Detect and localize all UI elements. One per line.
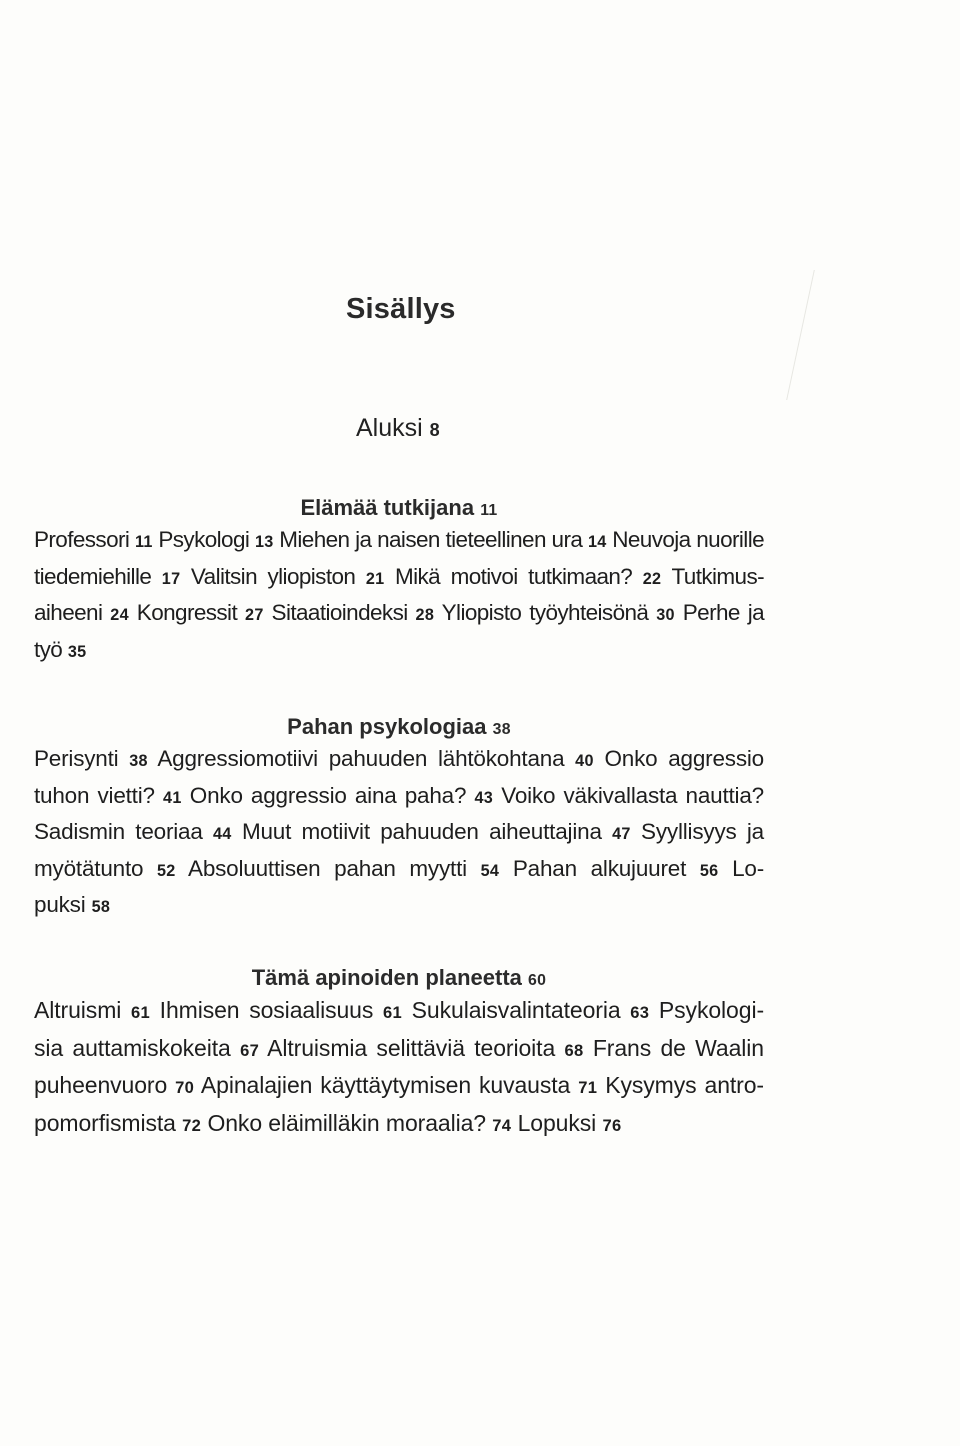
toc-line [34, 779, 764, 816]
entry-text: Lo- [718, 855, 765, 881]
toc-line [34, 852, 764, 889]
entry-text: Sukulaisvalintateoria [401, 997, 631, 1023]
page-number[interactable]: 58 [91, 898, 111, 916]
page-number[interactable]: 47 [612, 825, 631, 843]
page-number[interactable]: 54 [480, 861, 500, 880]
entry-text: Apinalajien käyttäytymisen kuvausta [194, 1072, 579, 1098]
entry-text: Sadismin teoriaa [34, 819, 213, 844]
paper-mark [786, 270, 855, 400]
page-number[interactable]: 43 [474, 788, 494, 807]
entry-text: tuhon vietti? [34, 782, 164, 808]
page-number[interactable]: 11 [134, 533, 153, 551]
page-number: 38 [492, 721, 511, 738]
toc-line [34, 560, 764, 597]
page-number: 11 [480, 502, 498, 519]
page-number[interactable]: 27 [245, 606, 264, 624]
page-number[interactable]: 13 [254, 533, 274, 551]
entry-text: Psykologi [152, 527, 255, 552]
entry-text: Mikä motivoi tutkimaan? [384, 563, 643, 589]
page-number[interactable]: 21 [365, 569, 385, 588]
entry-text: pomorfismista [34, 1109, 183, 1136]
toc-line [34, 596, 764, 633]
page-number[interactable]: 61 [382, 1003, 402, 1022]
entry-text: Yliopisto työyhteisönä [434, 600, 657, 625]
entry-text: Kysymys antro- [597, 1072, 764, 1098]
page-number[interactable]: 67 [240, 1040, 260, 1060]
page-number[interactable]: 52 [156, 861, 176, 880]
page-number[interactable]: 17 [161, 569, 181, 588]
entry-text: Lopuksi [511, 1109, 603, 1136]
page-number[interactable]: 70 [175, 1078, 195, 1097]
page-number[interactable]: 14 [587, 533, 607, 551]
entry-text: puksi [34, 892, 92, 917]
section-heading[interactable] [34, 963, 764, 993]
intro-label: Aluksi [356, 414, 423, 442]
entry-text: Miehen ja naisen tieteellinen ura [273, 527, 588, 552]
toc-line [34, 1068, 764, 1106]
page-number[interactable]: 22 [642, 569, 662, 588]
section-heading-label: Tämä apinoiden planeetta [251, 965, 522, 990]
page-number[interactable]: 28 [415, 606, 435, 624]
page-number[interactable]: 30 [656, 606, 675, 624]
entry-text: Perisynti [34, 746, 130, 771]
entry-text: Neuvoja nuorille [606, 527, 765, 552]
entry-text: Psykologi- [649, 997, 765, 1023]
page-title: Sisällys [346, 293, 456, 325]
toc-line [34, 815, 764, 852]
page-number[interactable]: 68 [564, 1040, 584, 1060]
page-number[interactable]: 40 [575, 752, 594, 770]
entry-text: puheenvuoro [34, 1072, 176, 1098]
entry-text: työ [34, 636, 68, 662]
entry-text: Onko eläimilläkin moraalia? [201, 1109, 493, 1136]
toc-line [34, 993, 764, 1031]
toc-line [34, 633, 764, 670]
toc-entry-intro[interactable] [356, 414, 440, 443]
section-body [34, 993, 764, 1143]
entry-text: Altruismia selittäviä teorioita [259, 1034, 565, 1061]
entry-text: Kongressit [128, 600, 246, 625]
entry-text: Professori [34, 527, 135, 552]
entry-text: myötätunto [34, 855, 157, 881]
page-number[interactable]: 56 [699, 861, 719, 880]
entry-text: tiedemiehille [34, 563, 162, 589]
page-number[interactable]: 41 [163, 788, 182, 807]
toc-line [34, 742, 764, 779]
entry-text: Perhe ja [674, 600, 765, 625]
entry-text: Sitaatioindeksi [263, 600, 416, 625]
entry-text: sia auttamiskokeita [34, 1034, 241, 1061]
page-number[interactable]: 76 [602, 1115, 622, 1135]
entry-text: Ihmisen sosiaalisuus [149, 997, 383, 1023]
entry-text: Voiko väkivallasta nauttia? [493, 782, 764, 808]
section-heading-label: Elämää tutkijana [300, 495, 475, 520]
section-body [34, 742, 764, 925]
entry-text: aiheeni [34, 600, 111, 625]
entry-text: Absoluuttisen pahan myytti [175, 855, 481, 881]
toc-section [34, 712, 764, 925]
page-number[interactable]: 71 [578, 1078, 598, 1097]
entry-text: Frans de Waalin [583, 1034, 764, 1061]
toc-line [34, 1031, 764, 1069]
page-number[interactable]: 63 [630, 1003, 650, 1022]
toc-line [34, 888, 764, 925]
section-heading-label: Pahan psykologiaa [287, 714, 487, 739]
entry-text: Tutkimus- [661, 563, 764, 589]
section-heading[interactable] [34, 493, 764, 523]
page-number[interactable]: 61 [130, 1003, 150, 1022]
entry-text: Pahan alkujuuret [499, 855, 700, 881]
toc-line [34, 1106, 764, 1144]
section-heading[interactable] [34, 712, 764, 742]
entry-text: Muut motiivit pahuuden aiheuttajina [231, 819, 613, 844]
entry-text: Valitsin yliopiston [180, 563, 366, 589]
page-number[interactable]: 38 [129, 752, 148, 770]
section-body [34, 523, 764, 669]
entry-text: Onko aggressio aina paha? [181, 782, 475, 808]
page-number[interactable]: 74 [492, 1115, 512, 1135]
entry-text: Altruismi [34, 997, 131, 1023]
page-number[interactable]: 24 [110, 606, 129, 624]
entry-text: Syyllisyys ja [630, 819, 764, 844]
toc-section [34, 493, 764, 669]
page-number: 60 [528, 972, 547, 989]
page-number: 8 [429, 420, 440, 440]
toc-section [34, 963, 764, 1143]
toc-line [34, 523, 764, 560]
entry-text: Aggressiomotiivi pahuuden lähtökohtana [147, 746, 576, 771]
entry-text: Onko aggressio [593, 746, 764, 771]
page-number[interactable]: 72 [182, 1115, 202, 1135]
page-number[interactable]: 44 [213, 825, 232, 843]
page-number[interactable]: 35 [67, 642, 87, 661]
